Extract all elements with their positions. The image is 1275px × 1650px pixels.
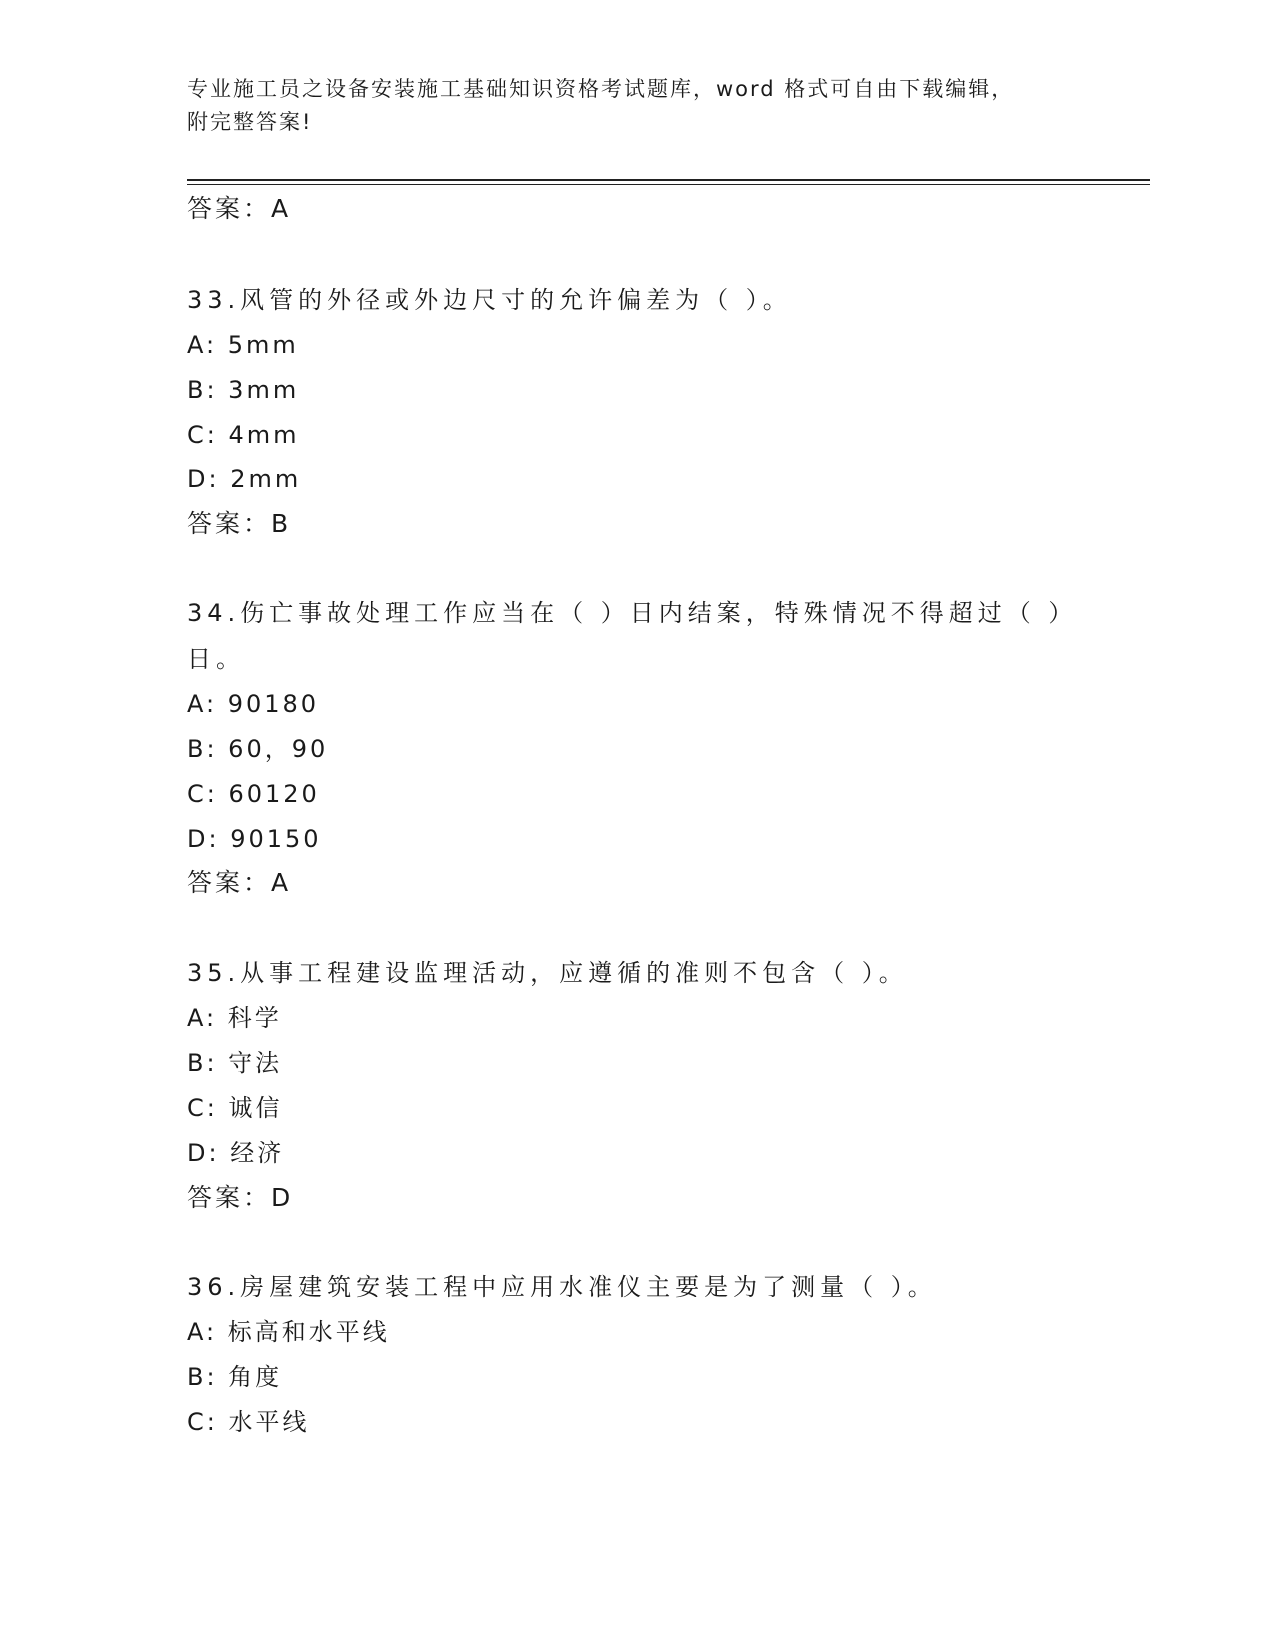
option-34-d: D: 90150 xyxy=(187,825,322,853)
option-36-b: B: 角度 xyxy=(187,1363,283,1391)
answer-32: 答案：A xyxy=(187,194,292,223)
header-rule-thick xyxy=(187,179,1150,181)
option-33-b: B: 3mm xyxy=(187,376,300,404)
option-35-b: B: 守法 xyxy=(187,1049,283,1077)
option-36-a: A: 标高和水平线 xyxy=(187,1318,390,1346)
option-34-b: B: 60，90 xyxy=(187,735,329,763)
option-33-d: D: 2mm xyxy=(187,465,302,493)
option-34-a: A: 90180 xyxy=(187,690,320,718)
header-rule-thin xyxy=(187,184,1150,185)
answer-34: 答案：A xyxy=(187,868,292,897)
header-line-2: 附完整答案! xyxy=(187,110,313,134)
option-35-c: C: 诚信 xyxy=(187,1094,283,1122)
answer-35: 答案：D xyxy=(187,1183,294,1212)
header-line-1: 专业施工员之设备安装施工基础知识资格考试题库，word 格式可自由下载编辑， xyxy=(187,77,1015,101)
question-34-line-2: 日。 xyxy=(187,645,245,673)
option-33-a: A: 5mm xyxy=(187,331,299,359)
answer-33: 答案：B xyxy=(187,509,292,538)
option-34-c: C: 60120 xyxy=(187,780,320,808)
option-36-c: C: 水平线 xyxy=(187,1408,310,1436)
document-header xyxy=(187,73,1087,139)
question-36: 36.房屋建筑安装工程中应用水准仪主要是为了测量（ ）。 xyxy=(187,1273,937,1301)
option-35-d: D: 经济 xyxy=(187,1139,285,1167)
question-35: 35.从事工程建设监理活动，应遵循的准则不包含（ ）。 xyxy=(187,959,908,987)
option-35-a: A: 科学 xyxy=(187,1004,282,1032)
question-33: 33.风管的外径或外边尺寸的允许偏差为（ ）。 xyxy=(187,286,792,314)
option-33-c: C: 4mm xyxy=(187,421,300,449)
question-34-line-1: 34.伤亡事故处理工作应当在（ ）日内结案，特殊情况不得超过（ ） xyxy=(187,599,1078,627)
